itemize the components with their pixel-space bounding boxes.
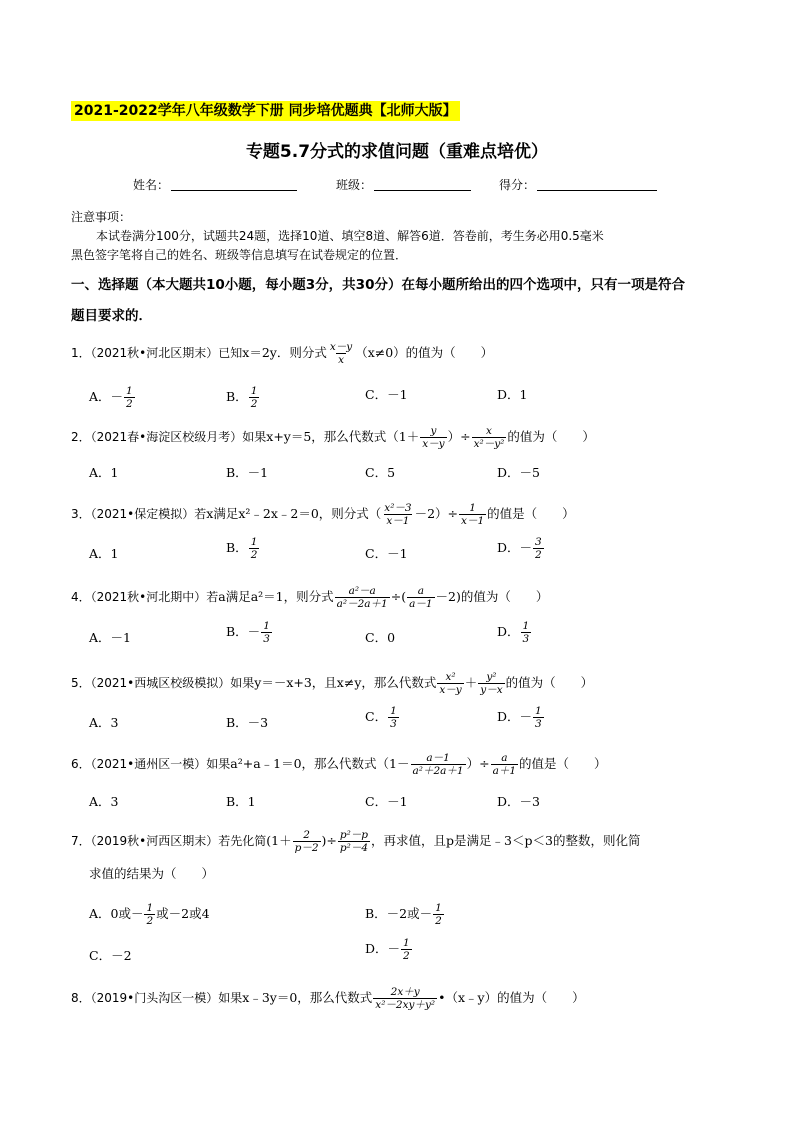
q7-option-d[interactable]: D．－ $\frac{1}{2}$ [365, 937, 410, 962]
notice-line-2: 黑色签字笔将自己的姓名、班级等信息填写在试卷规定的位置． [71, 248, 408, 262]
q2-option-a[interactable]: A．1 [89, 465, 119, 480]
q2-option-d[interactable]: D．－5 [497, 465, 540, 480]
question-6: 6．（2021•通州区一模）如果a²+a﹣1＝0，那么代数式（1－ $\frac{a-1}{\text{a²＋2a＋1}}$ ）÷ $\frac{a}{a+1}$ 的值是（ ） [71, 752, 607, 777]
question-8: 8．（2019•门头沟区一模）如果x﹣3y＝0，那么代数式 $\frac{2x+y}{\text{x²－2xy＋y²}}$ •（x﹣y）的值为（ ） [71, 986, 585, 1011]
q6-option-b[interactable]: B．1 [226, 794, 256, 809]
q5-option-c[interactable]: C． $\frac{1}{3}$ [365, 705, 397, 730]
section-heading-line-2: 题目要求的． [71, 308, 152, 324]
class-blank [374, 178, 471, 191]
q7-option-a[interactable]: A．0或－ $\frac{1}{2}$ 或－2或4 [89, 902, 210, 927]
score-field [499, 176, 657, 193]
name-blank [171, 178, 297, 191]
q3-option-b[interactable]: B． $\frac{1}{2}$ [226, 536, 258, 561]
q6-option-a[interactable]: A．3 [89, 794, 119, 809]
q3-option-a[interactable]: A．1 [89, 546, 119, 561]
q1-option-b[interactable]: B． $\frac{1}{2}$ [226, 385, 258, 410]
q4-option-d[interactable]: D． $\frac{1}{3}$ [497, 620, 530, 645]
q2-option-b[interactable]: B．－1 [226, 465, 269, 480]
series-banner: 2021-2022学年八年级数学下册 同步培优题典【北师大版】 [71, 101, 460, 121]
question-5: 5．（2021•西城区校级模拟）如果y＝－x+3，且x≠y，那么代数式 $\frac{\text{x²}}{x-y}$ ＋ $\frac{\text{y²}}{y-x}$ 的值为（ ） [71, 671, 594, 696]
q1-option-c[interactable]: C．－1 [365, 387, 408, 402]
q5-option-a[interactable]: A．3 [89, 715, 119, 730]
q4-option-b[interactable]: B．－ $\frac{1}{3}$ [226, 620, 270, 645]
q5-option-d[interactable]: D．－ $\frac{1}{3}$ [497, 705, 542, 730]
page-title: 专题5.7分式的求值问题（重难点培优） [245, 142, 549, 162]
class-field [336, 176, 471, 193]
q3-option-c[interactable]: C．－1 [365, 546, 408, 561]
question-1: 1．（2021秋•河北区期末）已知x＝2y．则分式 $\frac{x-y}{x}$ （x≠0）的值为（ ） [71, 341, 494, 366]
q1-option-a[interactable]: A．－ $\frac{1}{2}$ [89, 385, 133, 410]
section-heading-line-1: 一、选择题（本大题共10小题，每小题3分，共30分）在每小题所给出的四个选项中，只有一项是符合 [71, 277, 685, 293]
fraction: $\frac{x-y}{x}$ [329, 341, 353, 366]
class-label: 班级： [336, 178, 373, 192]
q4-option-c[interactable]: C．0 [365, 630, 396, 645]
question-7-line-2: 求值的结果为（ ） [89, 866, 215, 881]
score-label: 得分： [499, 178, 536, 192]
q6-option-c[interactable]: C．－1 [365, 794, 408, 809]
q3-option-d[interactable]: D．－ $\frac{3}{2}$ [497, 536, 542, 561]
notice-line-1: 本试卷满分100分，试题共24题，选择10道、填空8道、解答6道．答卷前，考生务必用0.5毫米 [96, 229, 604, 243]
q1-option-d[interactable]: D．1 [497, 387, 528, 402]
question-2: 2．（2021春•海淀区校级月考）如果x+y＝5，那么代数式（1＋ $\frac{y}{x-y}$ ）÷ $\frac{x}{\text{x²－y²}}$ 的值为（ ） [71, 425, 595, 450]
q2-option-c[interactable]: C．5 [365, 465, 396, 480]
score-blank [537, 178, 657, 191]
q5-option-b[interactable]: B．－3 [226, 715, 269, 730]
q4-option-a[interactable]: A．－1 [89, 630, 131, 645]
q6-option-d[interactable]: D．－3 [497, 794, 540, 809]
question-3: 3．（2021•保定模拟）若x满足x²﹣2x﹣2＝0，则分式（ $\frac{\text{x²－3}}{x-1}$ －2）÷ $\frac{1}{x-1}$ 的值是（ ） [71, 502, 575, 527]
notice-heading: 注意事项： [71, 210, 132, 224]
q7-option-c[interactable]: C．－2 [89, 948, 132, 963]
question-7: 7．（2019秋•河西区期末）若先化简(1＋ $\frac{2}{p-2}$ )÷ $\frac{\text{p²－p}}{\text{p²－4}}$ ，再求值，且p是满足﹣3＜p＜3的整数，则化简 [71, 829, 641, 854]
q7-option-b[interactable]: B．－2或－ $\frac{1}{2}$ [365, 902, 442, 927]
name-field [133, 176, 297, 193]
question-4: 4．（2021秋•河北期中）若a满足a²＝1，则分式 $\frac{\text{a²－a}}{\text{a²－2a＋1}}$ ÷( $\frac{a}{a-1}$ －2)的值为（ ） [71, 585, 549, 610]
name-label: 姓名： [133, 178, 170, 192]
